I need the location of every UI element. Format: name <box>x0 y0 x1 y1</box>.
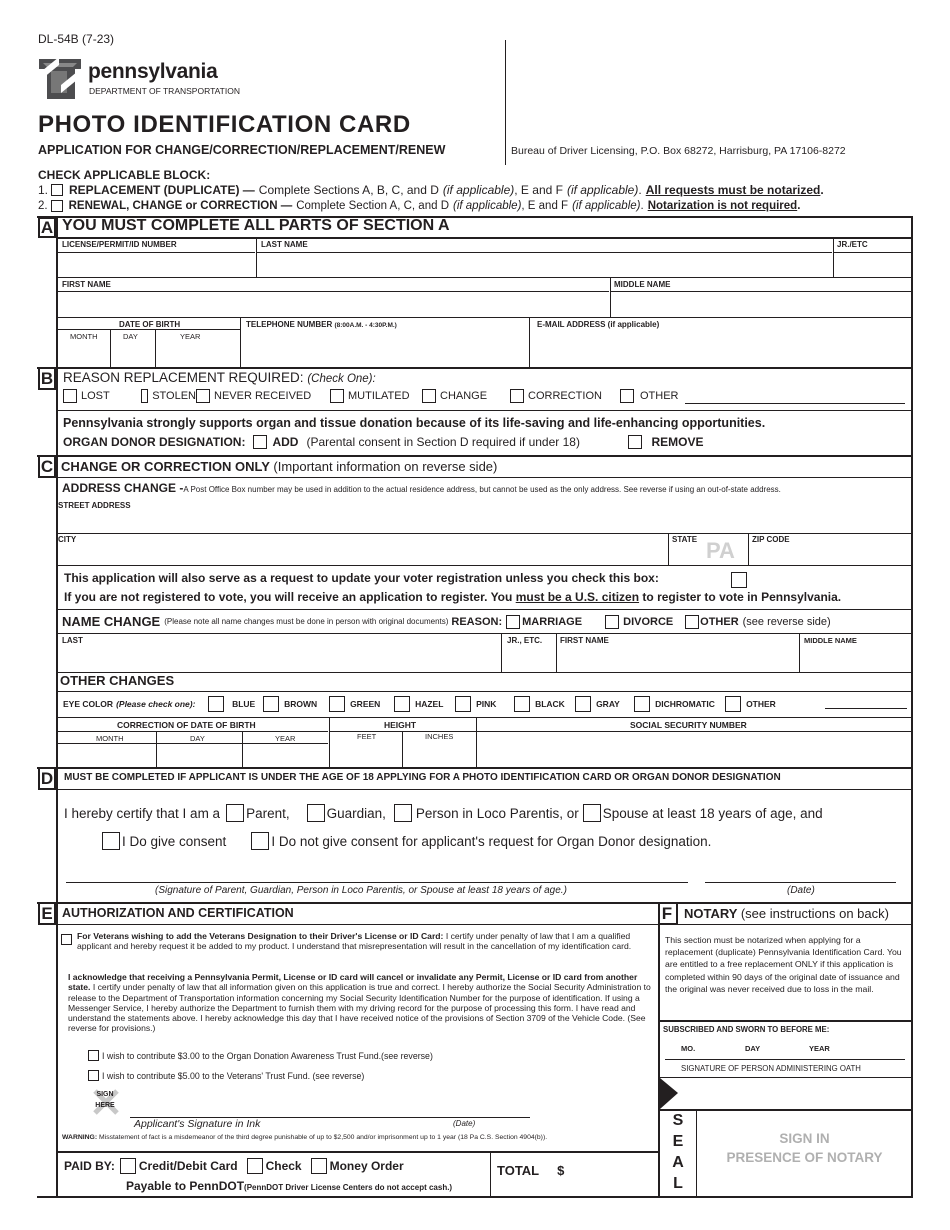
line <box>56 533 913 534</box>
reason-other[interactable] <box>620 389 679 403</box>
dob-month-label: MONTH <box>70 332 98 341</box>
replacement-text: Complete Sections A, B, C, and D <box>258 183 439 197</box>
zip-input[interactable] <box>749 545 912 564</box>
penndot-logo <box>37 55 83 101</box>
section-f-heading-text: NOTARY <box>684 906 738 921</box>
eye-color-row <box>63 696 776 712</box>
eye-black-label: BLACK <box>535 699 565 709</box>
eye-brown-label: BROWN <box>284 699 318 709</box>
acknowledge-bold: I acknowledge that receiving a Pennsylvania Permit, License or ID card will cancel or invalidate any Permit, License or ID card from another state. <box>68 972 638 993</box>
other-label: OTHER <box>640 390 679 402</box>
replacement-end: . <box>638 183 642 197</box>
name-first-label: FIRST NAME <box>560 636 609 645</box>
section-f-letter: F <box>658 904 678 925</box>
total-row <box>497 1163 564 1178</box>
veterans-checkbox[interactable] <box>61 934 72 945</box>
section-e-letter: E <box>38 904 56 925</box>
option-number: 2. <box>38 200 48 212</box>
line <box>56 565 913 566</box>
seal-letter-s: S <box>672 1112 684 1129</box>
acknowledge-text: I certify under penalty of law that all information given on this application is true and correct. I hereby authorize the Social Security Administration to release to the Department of Transportation information concerning my Social Security Identification Number for the purpose of identification. If using a Messenger Service, I hereby authorize the Department to furnish them with my driving record for the purpose of processing this form. I have read and understand the statements above. I hereby acknowledge this day that I have received notice of the provisions of Section 3709 of the Vehicle Code. (See reverse for provisions.) <box>68 982 651 1034</box>
section-b-letter: B <box>38 369 56 390</box>
jr-input[interactable] <box>834 252 912 276</box>
renewal-note: Notarization is not required <box>647 200 798 212</box>
organ-remove-checkbox[interactable] <box>628 435 642 449</box>
renewal-ital: (if applicable) <box>453 200 522 212</box>
organ-fund-row <box>88 1050 433 1061</box>
last-name-label: LAST NAME <box>261 240 308 249</box>
never-received-checkbox[interactable] <box>196 389 210 403</box>
section-f-heading <box>684 906 889 921</box>
seal-letter-a: A <box>672 1154 684 1171</box>
payable-label: Payable to PennDOT <box>126 1179 245 1193</box>
sworn-label: SUBSCRIBED AND SWORN TO BEFORE ME: <box>663 1025 830 1034</box>
name-change-row <box>62 614 831 629</box>
name-jr-label: JR., ETC. <box>507 636 543 645</box>
ssn-input[interactable] <box>477 732 912 766</box>
middle-name-label: MIDDLE NAME <box>614 280 671 289</box>
first-name-input[interactable] <box>57 291 609 317</box>
parent-label: Parent, <box>246 805 290 821</box>
give-consent-label: I Do give consent <box>122 833 227 849</box>
organ-fund-label: I wish to contribute $3.00 to the Organ Donation Awareness Trust Fund.(see reverse) <box>102 1050 433 1061</box>
phone-input[interactable] <box>241 330 529 367</box>
loco-checkbox[interactable] <box>394 804 412 822</box>
section-b-heading-text: REASON REPLACEMENT REQUIRED: <box>63 370 304 385</box>
address-change-note: A Post Office Box number may be used in addition to the actual residence address, but cannot be used as the only address. See reverse if using an out-of-state address. <box>183 485 781 494</box>
check-block-heading: CHECK APPLICABLE BLOCK: <box>38 168 211 182</box>
total-label: TOTAL <box>497 1163 540 1178</box>
voter-text-2c: to register to vote in Pennsylvania. <box>642 590 842 604</box>
license-label: LICENSE/PERMIT/ID NUMBER <box>62 240 177 249</box>
eye-brown-checkbox[interactable] <box>263 696 279 712</box>
name-first-input[interactable] <box>557 646 798 671</box>
email-label: E-MAIL ADDRESS (if applicable) <box>537 320 660 329</box>
sworn-year: YEAR <box>809 1044 830 1053</box>
seal-letter-l: L <box>673 1175 683 1192</box>
correction-checkbox[interactable] <box>510 389 524 403</box>
organ-fund-checkbox[interactable] <box>88 1050 99 1061</box>
section-d-heading: MUST BE COMPLETED IF APPLICANT IS UNDER THE AGE OF 18 APPLYING FOR A PHOTO IDENTIFICATION CARD OR ORGAN DONOR DESIGNATION <box>64 772 781 783</box>
reason-change[interactable] <box>422 389 510 403</box>
marriage-label: MARRIAGE <box>522 615 583 628</box>
parent-checkbox[interactable] <box>226 804 244 822</box>
keystone-icon <box>37 55 83 101</box>
form-code: DL-54B (7-23) <box>38 32 115 46</box>
line <box>56 924 658 925</box>
logo-name: pennsylvania <box>88 60 218 83</box>
line <box>329 717 330 767</box>
replacement-note: All requests must be notarized <box>645 183 821 197</box>
logo-dept: DEPARTMENT OF TRANSPORTATION <box>89 86 240 96</box>
corr-year-label: YEAR <box>275 734 296 743</box>
header-divider <box>505 40 506 165</box>
applicant-signature-label: Applicant's Signature in Ink <box>134 1118 261 1130</box>
line <box>658 1020 913 1022</box>
credit-label: Credit/Debit Card <box>138 1159 238 1173</box>
eye-color-note: (Please check one): <box>116 699 196 709</box>
page-title: PHOTO IDENTIFICATION CARD <box>38 111 411 138</box>
section-c-heading <box>61 459 497 474</box>
section-c-heading-note: (Important information on reverse side) <box>273 459 498 474</box>
replacement-text2: , E and F <box>514 183 563 197</box>
eye-pink-label: PINK <box>476 699 497 709</box>
replacement-ital2: (if applicable) <box>566 183 639 197</box>
seal-column <box>661 1110 695 1194</box>
renewal-ital2: (if applicable) <box>572 200 641 212</box>
money-order-label: Money Order <box>329 1159 404 1173</box>
loco-label: Person in Loco Parentis, or <box>415 805 579 821</box>
payment-row <box>64 1158 404 1174</box>
eye-blue-checkbox[interactable] <box>208 696 224 712</box>
veterans-paragraph <box>77 931 655 952</box>
money-order-checkbox[interactable] <box>311 1158 327 1174</box>
reason-correction[interactable] <box>510 389 620 403</box>
line <box>658 924 913 925</box>
line <box>56 672 913 673</box>
consent-row <box>102 832 711 850</box>
paid-by-label: PAID BY: <box>64 1159 115 1173</box>
line <box>56 477 913 478</box>
reason-options <box>63 389 679 403</box>
replacement-label: REPLACEMENT (DUPLICATE) — <box>69 183 255 197</box>
renewal-label: RENEWAL, CHANGE or CORRECTION — <box>68 200 293 212</box>
stolen-checkbox[interactable] <box>141 389 148 403</box>
warning-body: Misstatement of fact is a misdemeanor of the third degree punishable of up to $2,500 and/or imprisonment up to 1 year (18 Pa C.S. Section 4904(b)). <box>99 1134 548 1141</box>
last-name-input[interactable] <box>257 252 832 276</box>
oath-signature-label: SIGNATURE OF PERSON ADMINISTERING OATH <box>681 1064 861 1073</box>
option-number: 1. <box>38 183 49 197</box>
name-change-label: NAME CHANGE <box>62 614 161 629</box>
dob-year-label: YEAR <box>180 332 201 341</box>
reason-mutilated[interactable] <box>330 389 422 403</box>
corr-day-label: DAY <box>190 734 205 743</box>
line <box>56 329 241 330</box>
acknowledge-paragraph <box>68 972 655 1034</box>
period: . <box>797 200 801 212</box>
line <box>56 789 913 790</box>
veterans-bold: For Veterans wishing to add the Veterans Designation to their Driver's License or ID Card: <box>77 931 444 941</box>
credit-checkbox[interactable] <box>120 1158 136 1174</box>
sign-here-label: SIGN HERE <box>95 1091 115 1109</box>
city-input[interactable] <box>57 545 667 564</box>
marriage-checkbox[interactable] <box>506 615 520 629</box>
street-input[interactable] <box>57 512 912 533</box>
line <box>110 329 111 367</box>
name-change-note: (Please note all name changes must be done in person with original documents) <box>164 617 449 626</box>
dob-correction-label: CORRECTION OF DATE OF BIRTH <box>117 720 256 730</box>
never-received-label: NEVER RECEIVED <box>214 390 312 402</box>
eye-other-checkbox[interactable] <box>725 696 741 712</box>
guardian-checkbox[interactable] <box>307 804 325 822</box>
voter-text-2 <box>64 590 841 604</box>
section-a-heading: YOU MUST COMPLETE ALL PARTS OF SECTION A <box>62 217 450 234</box>
eye-black-checkbox[interactable] <box>514 696 530 712</box>
reason-stolen[interactable] <box>141 389 196 403</box>
section-c-letter: C <box>38 457 56 478</box>
first-name-label: FIRST NAME <box>62 280 111 289</box>
sworn-mo: MO. <box>681 1044 696 1053</box>
line <box>56 237 913 239</box>
line <box>402 731 403 767</box>
organ-remove-label: REMOVE <box>651 435 704 449</box>
city-label: CITY <box>58 535 77 544</box>
line <box>668 533 669 565</box>
line <box>37 455 913 457</box>
line <box>155 329 156 367</box>
no-consent-label: I Do not give consent for applicant's request for Organ Donor designation. <box>271 833 712 849</box>
guardian-signature-label: (Signature of Parent, Guardian, Person in Loco Parentis, or Spouse at least 18 years of age.) <box>155 885 567 896</box>
seal-letter-e: E <box>672 1133 684 1150</box>
certify-text: I hereby certify that I am a <box>64 805 221 821</box>
eye-hazel-checkbox[interactable] <box>394 696 410 712</box>
change-checkbox[interactable] <box>422 389 436 403</box>
line <box>56 691 913 692</box>
guardian-label: Guardian, <box>326 805 386 821</box>
state-label: STATE <box>672 535 698 544</box>
line <box>56 731 328 732</box>
eye-hazel-label: HAZEL <box>415 699 444 709</box>
line <box>156 731 157 767</box>
line <box>501 633 502 672</box>
line <box>490 1151 491 1198</box>
bureau-address: Bureau of Driver Licensing, P.O. Box 68272, Harrisburg, PA 17106-8272 <box>511 145 846 157</box>
total-currency: $ <box>557 1163 565 1178</box>
line <box>56 717 913 718</box>
email-input[interactable] <box>530 330 912 367</box>
warning-bold: WARNING: <box>62 1134 98 1141</box>
vet-fund-label: I wish to contribute $5.00 to the Veterans' Trust Fund. (see reverse) <box>102 1070 365 1081</box>
name-other-checkbox[interactable] <box>685 615 699 629</box>
voter-opt-out-checkbox[interactable] <box>731 572 747 588</box>
license-input[interactable] <box>57 252 255 276</box>
payable-row <box>126 1177 452 1195</box>
line <box>242 731 243 767</box>
middle-name-input[interactable] <box>611 291 912 317</box>
section-b-heading <box>63 370 376 385</box>
frame-left <box>56 216 58 1198</box>
dob-label: DATE OF BIRTH <box>119 320 181 329</box>
eye-pink-checkbox[interactable] <box>455 696 471 712</box>
voter-citizen: must be a U.S. citizen <box>515 590 640 604</box>
divorce-label: DIVORCE <box>623 615 674 628</box>
guardian-date-label: (Date) <box>787 885 815 896</box>
organ-add-label: ADD <box>272 435 299 449</box>
period: . <box>820 183 824 197</box>
line <box>56 1151 658 1153</box>
line <box>799 633 800 672</box>
address-change-label: ADDRESS CHANGE - <box>62 481 184 495</box>
corr-month-label: MONTH <box>96 734 124 743</box>
check-option-2 <box>38 200 800 212</box>
renewal-text2: , E and F <box>521 200 569 212</box>
eye-gray-label: GRAY <box>596 699 620 709</box>
renewal-checkbox[interactable] <box>51 200 63 212</box>
jr-label: JR./ETC <box>837 240 868 249</box>
organ-donor-label: ORGAN DONOR DESIGNATION: <box>63 435 246 449</box>
check-payment-label: Check <box>265 1159 302 1173</box>
dob-day-label: DAY <box>123 332 138 341</box>
section-b-heading-ital: (Check One): <box>307 373 376 385</box>
name-other-label: OTHER <box>700 615 739 628</box>
mutilated-checkbox[interactable] <box>330 389 344 403</box>
spouse-label: Spouse at least 18 years of age, and <box>602 805 823 821</box>
phone-label <box>246 320 397 329</box>
spouse-checkbox[interactable] <box>583 804 601 822</box>
give-consent-checkbox[interactable] <box>102 832 120 850</box>
organ-add-note: (Parental consent in Section D required if under 18) <box>306 435 580 449</box>
line <box>56 609 913 610</box>
stolen-label: STOLEN <box>152 390 196 402</box>
name-reason-label: REASON: <box>451 615 503 628</box>
sign-in-label: SIGN IN <box>779 1131 830 1146</box>
sworn-day: DAY <box>745 1044 761 1053</box>
voter-text-1: This application will also serve as a request to update your voter registration unless you check this box: <box>64 571 659 585</box>
name-last-label: LAST <box>62 636 83 645</box>
notary-seal-area[interactable] <box>697 1110 912 1197</box>
guardian-signature-line[interactable] <box>66 882 688 883</box>
section-d-letter: D <box>38 769 56 790</box>
street-label: STREET ADDRESS <box>58 501 131 510</box>
height-label: HEIGHT <box>384 720 417 730</box>
mutilated-label: MUTILATED <box>348 390 410 402</box>
voter-text-2a: If you are not registered to vote, you will receive an application to register. You <box>64 590 513 604</box>
organ-add-checkbox[interactable] <box>253 435 267 449</box>
presence-label: PRESENCE OF NOTARY <box>726 1150 883 1165</box>
section-c-heading-text: CHANGE OR CORRECTION ONLY <box>61 459 270 474</box>
change-label: CHANGE <box>440 390 488 402</box>
other-changes-heading: OTHER CHANGES <box>60 673 175 688</box>
warning-text <box>62 1134 547 1141</box>
arrow-marker-icon <box>660 1078 678 1109</box>
eye-other-line[interactable] <box>825 708 907 709</box>
eye-blue-label: BLUE <box>232 699 256 709</box>
veterans-text: I certify under penalty of law that I am a qualified applicant and hereby request it be added to my product. I understand that misrepresentation will result in the cancellation of my identification card. <box>77 931 632 952</box>
replacement-ital1: (if applicable) <box>442 183 515 197</box>
renewal-text: Complete Section A, C, and D <box>296 200 449 212</box>
oath-signature-area[interactable] <box>659 1078 912 1109</box>
no-consent-checkbox[interactable] <box>251 832 269 850</box>
other-reason-line[interactable] <box>685 403 905 404</box>
applicant-date-label: (Date) <box>453 1119 476 1128</box>
address-change-row <box>62 479 781 497</box>
guardian-date-line[interactable] <box>705 882 896 883</box>
height-feet-label: FEET <box>357 732 377 741</box>
eye-green-label: GREEN <box>350 699 381 709</box>
renewal-end: . <box>640 200 644 212</box>
line <box>56 633 913 634</box>
replacement-checkbox[interactable] <box>51 184 63 196</box>
line <box>37 902 913 904</box>
ssn-label: SOCIAL SECURITY NUMBER <box>630 720 747 730</box>
zip-label: ZIP CODE <box>752 535 790 544</box>
eye-dichromatic-label: DICHROMATIC <box>655 699 715 709</box>
phone-hours: (8:00A.M. - 4:30P.M.) <box>334 322 397 329</box>
divorce-checkbox[interactable] <box>605 615 619 629</box>
eye-gray-checkbox[interactable] <box>575 696 591 712</box>
lost-label: LOST <box>81 390 110 402</box>
section-ef-divider <box>658 902 660 1198</box>
section-f-heading-note: (see instructions on back) <box>740 906 889 921</box>
name-other-note: (see reverse side) <box>742 615 831 628</box>
height-inches-label: INCHES <box>425 732 454 741</box>
line <box>56 410 913 411</box>
phone-label-text: TELEPHONE NUMBER <box>246 320 333 329</box>
organ-statement: Pennsylvania strongly supports organ and tissue donation because of its life-saving and life-enhancing opportunities. <box>63 416 766 430</box>
eye-dichromatic-checkbox[interactable] <box>634 696 650 712</box>
eye-other-label: OTHER <box>746 699 776 709</box>
name-middle-label: MIDDLE NAME <box>804 636 857 645</box>
vet-fund-checkbox[interactable] <box>88 1070 99 1081</box>
eye-color-label: EYE COLOR <box>63 699 114 709</box>
line <box>56 277 913 278</box>
check-payment-checkbox[interactable] <box>247 1158 263 1174</box>
eye-green-checkbox[interactable] <box>329 696 345 712</box>
certify-row <box>64 804 823 822</box>
lost-checkbox[interactable] <box>63 389 77 403</box>
organ-donor-row <box>63 435 703 449</box>
sworn-date-line[interactable] <box>665 1059 905 1060</box>
reason-never-received[interactable] <box>196 389 330 403</box>
name-last-input[interactable] <box>57 646 500 671</box>
line <box>37 767 913 769</box>
check-option-1 <box>38 183 824 197</box>
line <box>56 743 328 744</box>
payable-note: (PennDOT Driver License Centers do not accept cash.) <box>244 1183 453 1192</box>
state-value: PA <box>706 538 735 563</box>
notary-text: This section must be notarized when applying for a replacement (duplicate) Pennsylvania Identification Card. You are entitled to a free replacement ONLY if this application is completed within 90 days of the original date of issuance and the original was never received due to loss in the mail. <box>665 935 902 994</box>
line <box>56 317 913 318</box>
correction-label: CORRECTION <box>528 390 602 402</box>
vet-fund-row <box>88 1070 364 1081</box>
reason-lost[interactable] <box>63 389 141 403</box>
line <box>37 367 913 369</box>
other-checkbox[interactable] <box>620 389 634 403</box>
page-subtitle: APPLICATION FOR CHANGE/CORRECTION/REPLACEMENT/RENEW <box>38 143 446 157</box>
section-e-heading: AUTHORIZATION AND CERTIFICATION <box>62 906 294 920</box>
section-a-letter: A <box>38 217 56 238</box>
